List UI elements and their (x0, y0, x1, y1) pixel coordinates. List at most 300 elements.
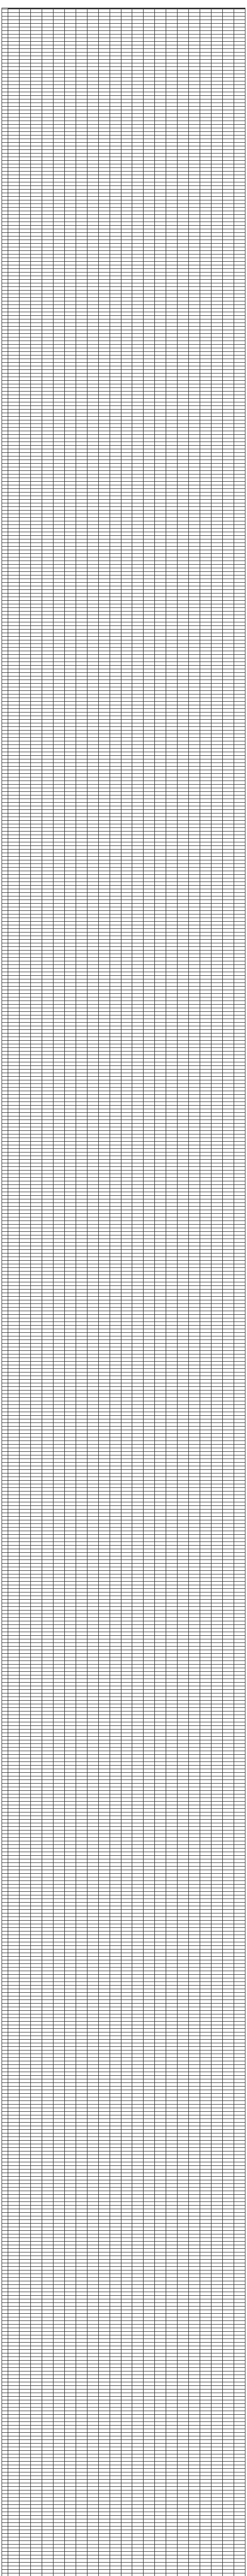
value-cell (155, 283, 166, 287)
value-cell (200, 341, 211, 345)
value-cell (211, 572, 222, 575)
value-cell (98, 579, 110, 583)
value-cell (20, 200, 31, 204)
value-cell (42, 370, 54, 374)
value-cell (53, 135, 64, 139)
value-cell (166, 60, 178, 63)
value-cell (222, 305, 234, 309)
value-cell (132, 687, 144, 691)
value-cell (31, 374, 42, 377)
value-cell (222, 175, 234, 179)
value-cell (98, 186, 110, 190)
value-cell (121, 651, 132, 655)
score-cell (2, 568, 8, 572)
value-cell (234, 78, 245, 81)
value-cell (98, 464, 110, 467)
value-cell (200, 146, 211, 150)
value-cell (64, 323, 76, 327)
value-cell (31, 355, 42, 359)
value-cell (121, 536, 132, 539)
value-cell (110, 554, 121, 557)
value-cell (155, 763, 166, 767)
value-cell (121, 467, 132, 471)
value-cell (234, 594, 245, 597)
score-cell (2, 244, 8, 247)
value-cell (31, 460, 42, 464)
value-cell (178, 781, 189, 785)
value-cell (20, 16, 31, 20)
table-row (2, 485, 245, 489)
score-cell (2, 594, 8, 597)
value-cell (64, 630, 76, 633)
value-cell (144, 716, 155, 720)
value-cell (211, 521, 222, 525)
value-cell (200, 741, 211, 745)
value-cell (53, 388, 64, 392)
value-cell (110, 453, 121, 456)
value-cell (110, 323, 121, 327)
value-cell (87, 381, 98, 384)
value-cell (155, 731, 166, 734)
value-cell (8, 435, 20, 438)
value-cell (110, 309, 121, 312)
value-cell (53, 669, 64, 673)
value-cell (211, 720, 222, 723)
value-cell (121, 608, 132, 612)
value-cell (234, 85, 245, 89)
value-cell (110, 60, 121, 63)
value-cell (53, 186, 64, 190)
value-cell (20, 128, 31, 132)
value-cell (222, 215, 234, 218)
value-cell (110, 669, 121, 673)
value-cell (98, 651, 110, 655)
value-cell (155, 49, 166, 53)
value-cell (42, 27, 54, 31)
value-cell (178, 532, 189, 536)
table-row (2, 428, 245, 431)
value-cell (155, 240, 166, 244)
value-cell (222, 770, 234, 774)
value-cell (110, 525, 121, 529)
value-cell (200, 467, 211, 471)
value-cell (87, 464, 98, 467)
value-cell (20, 406, 31, 410)
value-cell (31, 464, 42, 467)
value-cell (132, 13, 144, 16)
value-cell (189, 709, 200, 713)
value-cell (189, 71, 200, 74)
value-cell (76, 633, 87, 637)
value-cell (200, 503, 211, 507)
value-cell (64, 428, 76, 431)
value-cell (31, 157, 42, 161)
value-cell (234, 557, 245, 561)
value-cell (155, 442, 166, 446)
value-cell (234, 655, 245, 658)
value-cell (20, 752, 31, 756)
value-cell (189, 532, 200, 536)
value-cell (155, 99, 166, 103)
table-row (2, 16, 245, 20)
value-cell (8, 413, 20, 417)
table-row (2, 572, 245, 575)
value-cell (110, 572, 121, 575)
value-cell (20, 594, 31, 597)
value-cell (98, 482, 110, 485)
table-row (2, 301, 245, 305)
value-cell (166, 31, 178, 35)
value-cell (53, 731, 64, 734)
value-cell (234, 716, 245, 720)
value-cell (132, 478, 144, 482)
value-cell (189, 110, 200, 114)
value-cell (42, 601, 54, 604)
value-cell (211, 543, 222, 547)
value-cell (211, 500, 222, 503)
value-cell (200, 236, 211, 240)
value-cell (189, 565, 200, 568)
value-cell (8, 500, 20, 503)
value-cell (178, 435, 189, 438)
value-cell (200, 471, 211, 474)
value-cell (234, 236, 245, 240)
value-cell (189, 283, 200, 287)
value-cell (222, 42, 234, 45)
value-cell (42, 60, 54, 63)
value-cell (87, 96, 98, 99)
value-cell (31, 330, 42, 334)
value-cell (121, 244, 132, 247)
value-cell (200, 182, 211, 186)
value-cell (53, 71, 64, 74)
value-cell (189, 27, 200, 31)
value-cell (166, 756, 178, 759)
value-cell (132, 568, 144, 572)
score-cell (2, 301, 8, 305)
value-cell (121, 265, 132, 269)
value-cell (121, 262, 132, 265)
value-cell (76, 539, 87, 543)
value-cell (166, 334, 178, 337)
value-cell (87, 759, 98, 763)
value-cell (166, 550, 178, 554)
value-cell (87, 496, 98, 500)
value-cell (20, 60, 31, 63)
value-cell (222, 244, 234, 247)
value-cell (189, 345, 200, 348)
value-cell (121, 63, 132, 67)
value-cell (8, 81, 20, 85)
value-cell (42, 128, 54, 132)
value-cell (234, 258, 245, 262)
value-cell (132, 71, 144, 74)
value-cell (121, 734, 132, 738)
value-cell (189, 399, 200, 402)
value-cell (53, 489, 64, 493)
table-row (2, 759, 245, 763)
value-cell (234, 471, 245, 474)
value-cell (200, 337, 211, 341)
value-cell (144, 211, 155, 215)
table-row (2, 402, 245, 406)
value-cell (98, 511, 110, 514)
table-row (2, 345, 245, 348)
value-cell (98, 575, 110, 579)
value-cell (64, 525, 76, 529)
value-cell (64, 31, 76, 35)
value-cell (189, 716, 200, 720)
value-cell (98, 384, 110, 388)
value-cell (110, 139, 121, 143)
table-row (2, 489, 245, 493)
value-cell (189, 13, 200, 16)
value-cell (31, 525, 42, 529)
value-cell (189, 85, 200, 89)
value-cell (20, 446, 31, 449)
value-cell (189, 377, 200, 381)
value-cell (121, 727, 132, 731)
table-row (2, 511, 245, 514)
value-cell (144, 723, 155, 727)
value-cell (200, 298, 211, 301)
value-cell (64, 478, 76, 482)
value-cell (31, 428, 42, 431)
value-cell (132, 283, 144, 287)
value-cell (76, 150, 87, 154)
value-cell (87, 529, 98, 532)
value-cell (8, 388, 20, 392)
value-cell (8, 63, 20, 67)
value-cell (53, 413, 64, 417)
value-cell (132, 9, 144, 13)
value-cell (144, 366, 155, 370)
value-cell (8, 276, 20, 280)
value-cell (8, 96, 20, 99)
value-cell (144, 731, 155, 734)
value-cell (222, 233, 234, 236)
value-cell (20, 720, 31, 723)
value-cell (189, 723, 200, 727)
table-row (2, 305, 245, 309)
value-cell (42, 763, 54, 767)
value-cell (155, 103, 166, 107)
value-cell (20, 759, 31, 763)
value-cell (178, 334, 189, 337)
value-cell (166, 190, 178, 193)
value-cell (76, 749, 87, 752)
value-cell (42, 384, 54, 388)
value-cell (53, 745, 64, 749)
value-cell (189, 604, 200, 608)
value-cell (211, 31, 222, 35)
value-cell (110, 49, 121, 53)
value-cell (76, 503, 87, 507)
value-cell (144, 121, 155, 125)
value-cell (155, 330, 166, 334)
value-cell (234, 745, 245, 749)
score-cell (2, 60, 8, 63)
value-cell (166, 67, 178, 71)
table-row (2, 694, 245, 698)
value-cell (178, 774, 189, 777)
table-row (2, 107, 245, 110)
value-cell (166, 132, 178, 135)
value-cell (20, 658, 31, 662)
value-cell (132, 262, 144, 265)
value-cell (155, 557, 166, 561)
value-cell (200, 276, 211, 280)
value-cell (76, 514, 87, 518)
value-cell (110, 384, 121, 388)
value-cell (211, 723, 222, 727)
value-cell (222, 381, 234, 384)
value-cell (200, 698, 211, 702)
value-cell (76, 619, 87, 622)
value-cell (87, 287, 98, 291)
value-cell (76, 467, 87, 471)
value-cell (76, 200, 87, 204)
value-cell (178, 370, 189, 374)
value-cell (110, 150, 121, 154)
value-cell (64, 247, 76, 251)
value-cell (8, 579, 20, 583)
value-cell (132, 413, 144, 417)
value-cell (98, 547, 110, 550)
value-cell (189, 594, 200, 597)
value-cell (144, 612, 155, 615)
value-cell (20, 74, 31, 78)
value-cell (132, 785, 144, 788)
value-cell (110, 547, 121, 550)
value-cell (166, 366, 178, 370)
value-cell (132, 161, 144, 164)
value-cell (121, 258, 132, 262)
value-cell (132, 529, 144, 532)
value-cell (132, 669, 144, 673)
value-cell (121, 56, 132, 60)
value-cell (234, 71, 245, 74)
score-cell (2, 770, 8, 774)
value-cell (222, 482, 234, 485)
value-cell (234, 294, 245, 298)
value-cell (31, 291, 42, 294)
value-cell (121, 702, 132, 705)
table-row (2, 449, 245, 453)
value-cell (110, 157, 121, 161)
value-cell (178, 363, 189, 366)
value-cell (200, 482, 211, 485)
value-cell (20, 709, 31, 713)
value-cell (178, 265, 189, 269)
value-cell (234, 420, 245, 424)
value-cell (155, 16, 166, 20)
value-cell (178, 99, 189, 103)
value-cell (132, 777, 144, 781)
value-cell (53, 35, 64, 38)
value-cell (144, 536, 155, 539)
value-cell (200, 464, 211, 467)
value-cell (31, 694, 42, 698)
value-cell (87, 38, 98, 42)
value-cell (64, 521, 76, 525)
value-cell (42, 503, 54, 507)
value-cell (155, 89, 166, 92)
value-cell (132, 453, 144, 456)
value-cell (76, 464, 87, 467)
score-cell (2, 229, 8, 233)
value-cell (211, 42, 222, 45)
value-cell (121, 132, 132, 135)
value-cell (178, 770, 189, 774)
value-cell (211, 568, 222, 572)
value-cell (98, 154, 110, 157)
value-cell (20, 89, 31, 92)
value-cell (20, 691, 31, 694)
table-row (2, 294, 245, 298)
value-cell (31, 255, 42, 258)
value-cell (121, 359, 132, 363)
value-cell (234, 186, 245, 190)
value-cell (144, 493, 155, 496)
value-cell (53, 496, 64, 500)
score-cell (2, 572, 8, 575)
value-cell (64, 655, 76, 658)
value-cell (110, 662, 121, 666)
value-cell (20, 774, 31, 777)
score-cell (2, 698, 8, 702)
value-cell (200, 456, 211, 460)
value-cell (87, 341, 98, 345)
value-cell (211, 107, 222, 110)
value-cell (144, 38, 155, 42)
value-cell (76, 49, 87, 53)
value-cell (53, 579, 64, 583)
value-cell (211, 374, 222, 377)
value-cell (200, 597, 211, 601)
value-cell (110, 287, 121, 291)
value-cell (200, 442, 211, 446)
value-cell (20, 745, 31, 749)
value-cell (110, 298, 121, 301)
value-cell (178, 554, 189, 557)
value-cell (87, 557, 98, 561)
value-cell (8, 485, 20, 489)
value-cell (42, 532, 54, 536)
value-cell (121, 511, 132, 514)
table-row (2, 622, 245, 626)
value-cell (166, 402, 178, 406)
score-cell (2, 684, 8, 687)
value-cell (132, 763, 144, 767)
value-cell (64, 337, 76, 341)
value-cell (42, 658, 54, 662)
value-cell (144, 655, 155, 658)
value-cell (178, 402, 189, 406)
value-cell (8, 240, 20, 244)
value-cell (132, 16, 144, 20)
value-cell (110, 745, 121, 749)
value-cell (87, 702, 98, 705)
score-cell (2, 781, 8, 785)
value-cell (64, 388, 76, 392)
value-cell (64, 135, 76, 139)
value-cell (20, 384, 31, 388)
value-cell (110, 565, 121, 568)
value-cell (42, 294, 54, 298)
value-cell (121, 496, 132, 500)
value-cell (20, 565, 31, 568)
